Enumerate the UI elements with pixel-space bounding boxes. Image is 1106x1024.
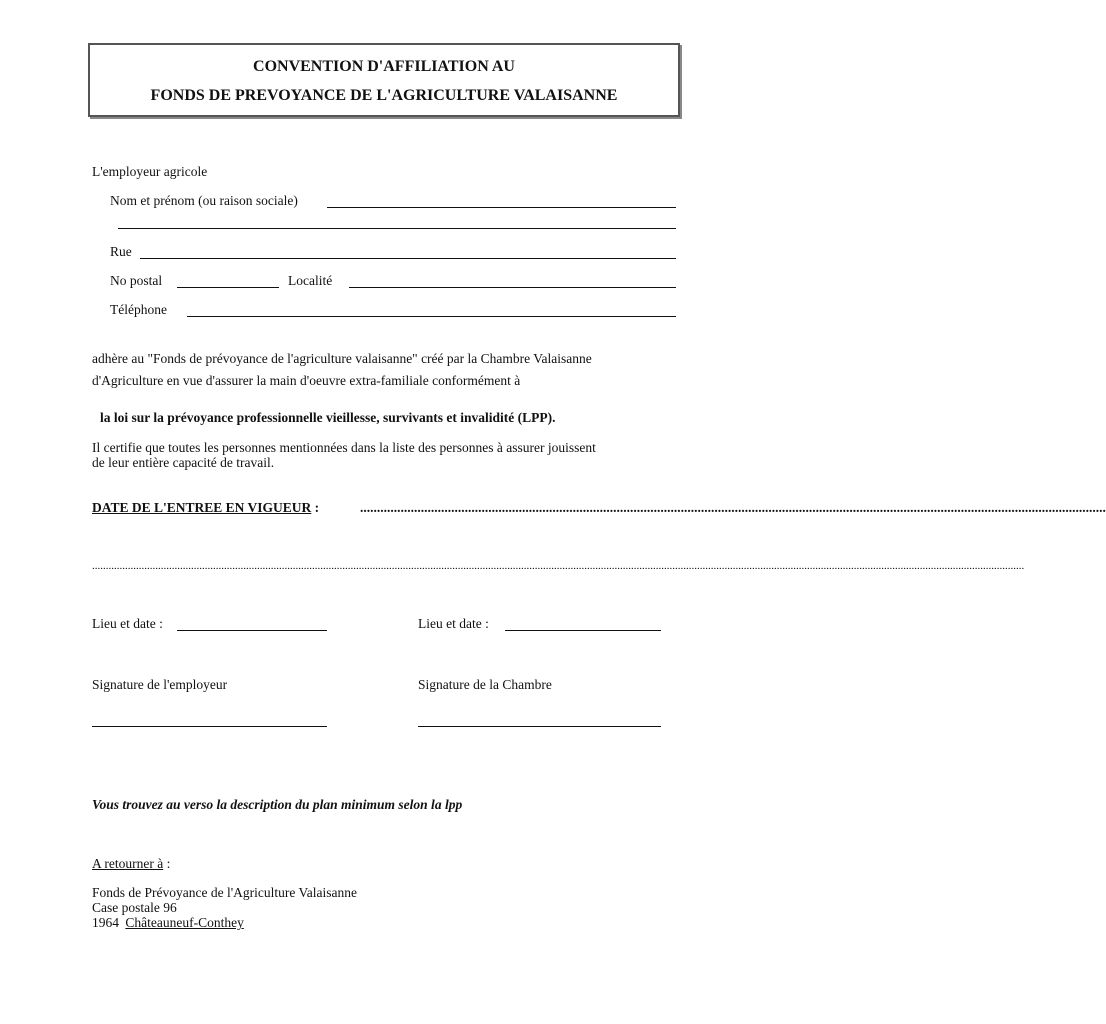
title-line-1: CONVENTION D'AFFILIATION AU xyxy=(253,58,515,75)
phone-label: Téléphone xyxy=(110,302,167,317)
title-line-2: FONDS DE PREVOYANCE DE L'AGRICULTURE VALAISANNE xyxy=(150,87,618,104)
address-city: Châteauneuf-Conthey xyxy=(125,915,244,930)
verso-note: Vous trouvez au verso la description du plan minimum selon la lpp xyxy=(92,797,463,812)
postal-label: No postal xyxy=(110,273,163,288)
name-label: Nom et prénom (ou raison sociale) xyxy=(110,193,298,208)
postal-field-line[interactable] xyxy=(177,287,279,288)
employer-section-label: L'employeur agricole xyxy=(92,164,208,179)
street-label: Rue xyxy=(110,244,132,259)
name-field-line-2[interactable] xyxy=(118,228,676,229)
certify-text-line-1: Il certifie que toutes les personnes mentionnées dans la liste des personnes à assurer jouissent xyxy=(92,440,596,455)
left-place-date-label: Lieu et date : xyxy=(92,616,163,631)
adhesion-text-line-2: d'Agriculture en vue d'assurer la main d'oeuvre extra-familiale conformément à xyxy=(92,373,521,388)
address-line-2: Case postale 96 xyxy=(92,900,177,915)
street-field-line[interactable] xyxy=(140,258,676,259)
employer-signature-line[interactable] xyxy=(92,726,327,727)
effective-date-dots[interactable]: ............................................................................................................................................................................................................................. xyxy=(360,500,1106,515)
phone-field-line[interactable] xyxy=(187,316,676,317)
chamber-signature-line[interactable] xyxy=(418,726,661,727)
address-line-3 xyxy=(92,915,244,930)
locality-label: Localité xyxy=(288,273,333,288)
locality-field-line[interactable] xyxy=(349,287,676,288)
right-place-date-label: Lieu et date : xyxy=(418,616,489,631)
effective-date-row xyxy=(92,500,319,516)
chamber-signature-label: Signature de la Chambre xyxy=(418,677,552,692)
title-box xyxy=(88,43,680,117)
law-statement: la loi sur la prévoyance professionnelle vieillesse, survivants et invalidité (LPP). xyxy=(100,410,556,425)
left-place-date-line[interactable] xyxy=(177,630,327,631)
return-colon: : xyxy=(166,856,171,871)
employer-signature-label: Signature de l'employeur xyxy=(92,677,228,692)
return-label: A retourner à xyxy=(92,856,164,871)
right-place-date-line[interactable] xyxy=(505,630,661,631)
adhesion-text-line-1: adhère au "Fonds de prévoyance de l'agriculture valaisanne" créé par la Chambre Valaisanne xyxy=(92,351,592,366)
dotted-line[interactable]: ................................................................................................................................................................................................................................................................................................................................................... xyxy=(92,560,1025,572)
address-postcode: 1964 xyxy=(92,915,119,930)
name-field-line[interactable] xyxy=(327,207,676,208)
effective-date-colon: : xyxy=(314,500,320,515)
effective-date-label: DATE DE L'ENTREE EN VIGUEUR xyxy=(92,500,312,515)
address-line-1: Fonds de Prévoyance de l'Agriculture Valaisanne xyxy=(92,885,357,900)
certify-text-line-2: de leur entière capacité de travail. xyxy=(92,455,275,470)
return-heading xyxy=(92,856,170,872)
